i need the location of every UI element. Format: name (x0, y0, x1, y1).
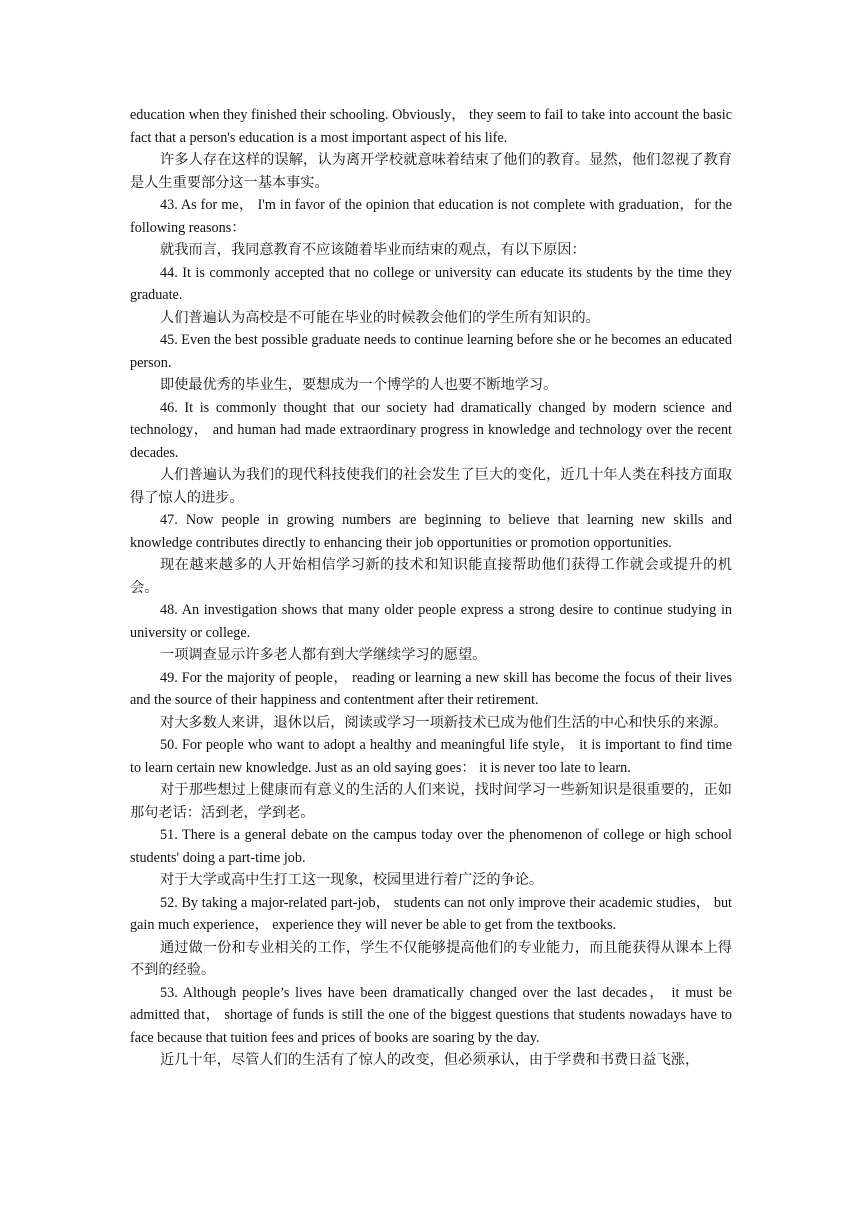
paragraph: 47. Now people in growing numbers are beginning to believe that learning new skills and knowledge contributes directly to enhancing their job opportunities or promotion opportunities. (130, 512, 732, 551)
paragraph: 49. For the majority of people， reading or learning a new skill has become the focus of their lives and the source of their happiness and contentment after their retirement. (130, 669, 732, 708)
paragraph: 近几十年，尽管人们的生活有了惊人的改变，但必须承认，由于学费和书费日益飞涨， (160, 1052, 700, 1068)
paragraph: 通过做一份和专业相关的工作，学生不仅能够提高他们的专业能力，而且能获得从课本上得不到的经验。 (130, 939, 732, 978)
paragraph: 一项调查显示许多老人都有到大学继续学习的愿望。 (160, 647, 487, 663)
paragraph: 对于大学或高中生打工这一现象，校园里进行着广泛的争论。 (160, 872, 544, 888)
paragraph: 52. By taking a major-related part-job， students can not only improve their academic studies， but gain much experience， experience they will never be able to get from the textbooks. (130, 894, 732, 933)
paragraph: 就我而言，我同意教育不应该随着毕业而结束的观点，有以下原因： (160, 242, 586, 258)
paragraph: 对大多数人来讲，退休以后，阅读或学习一项新技术已成为他们生活的中心和快乐的来源。 (160, 714, 728, 731)
paragraph: 现在越来越多的人开始相信学习新的技术和知识能直接帮助他们获得工作就会或提升的机会。 (130, 557, 732, 596)
paragraph: 43. As for me， I'm in favor of the opinion that education is not complete with graduation，for the following reasons： (130, 197, 732, 236)
paragraph: 人们普遍认为我们的现代科技使我们的社会发生了巨大的变化，近几十年人类在科技方面取得了惊人的进步。 (130, 467, 732, 506)
paragraph: 50. For people who want to adopt a healthy and meaningful life style， it is important to find time to learn certain new knowledge. Just as an old saying goes： it is never too late to learn. (130, 737, 732, 776)
paragraph: 人们普遍认为高校是不可能在毕业的时候教会他们的学生所有知识的。 (160, 309, 600, 326)
paragraph: 45. Even the best possible graduate needs to continue learning before she or he becomes an educated person. (130, 332, 732, 371)
paragraph: 48. An investigation shows that many older people express a strong desire to continue studying in university or college. (130, 602, 732, 641)
paragraph: 53. Although people’s lives have been dramatically changed over the last decades， it must be admitted that， shortage of funds is still the one of the biggest questions that students nowadays have to face because that tuition fees and prices of books are soaring by the day. (130, 984, 732, 1046)
paragraph: 44. It is commonly accepted that no college or university can educate its students by the time they graduate. (130, 264, 732, 303)
document-page (130, 104, 732, 1072)
paragraph: education when they finished their schooling. Obviously， they seem to fail to take into account the basic fact that a person's education is a most important aspect of his life. (130, 107, 732, 146)
paragraph: 46. It is commonly thought that our society had dramatically changed by modern science and technology， and human had made extraordinary progress in knowledge and technology over the recent decades. (130, 399, 732, 461)
paragraph: 即使最优秀的毕业生，要想成为一个博学的人也要不断地学习。 (160, 377, 558, 393)
paragraph: 51. There is a general debate on the campus today over the phenomenon of college or high school students' doing a part-time job. (130, 827, 732, 866)
paragraph: 对于那些想过上健康而有意义的生活的人们来说，找时间学习一些新知识是很重要的，正如那句老话：活到老，学到老。 (130, 782, 732, 821)
paragraph: 许多人存在这样的误解，认为离开学校就意味着结束了他们的教育。显然，他们忽视了教育是人生重要部分这一基本事实。 (130, 152, 732, 191)
